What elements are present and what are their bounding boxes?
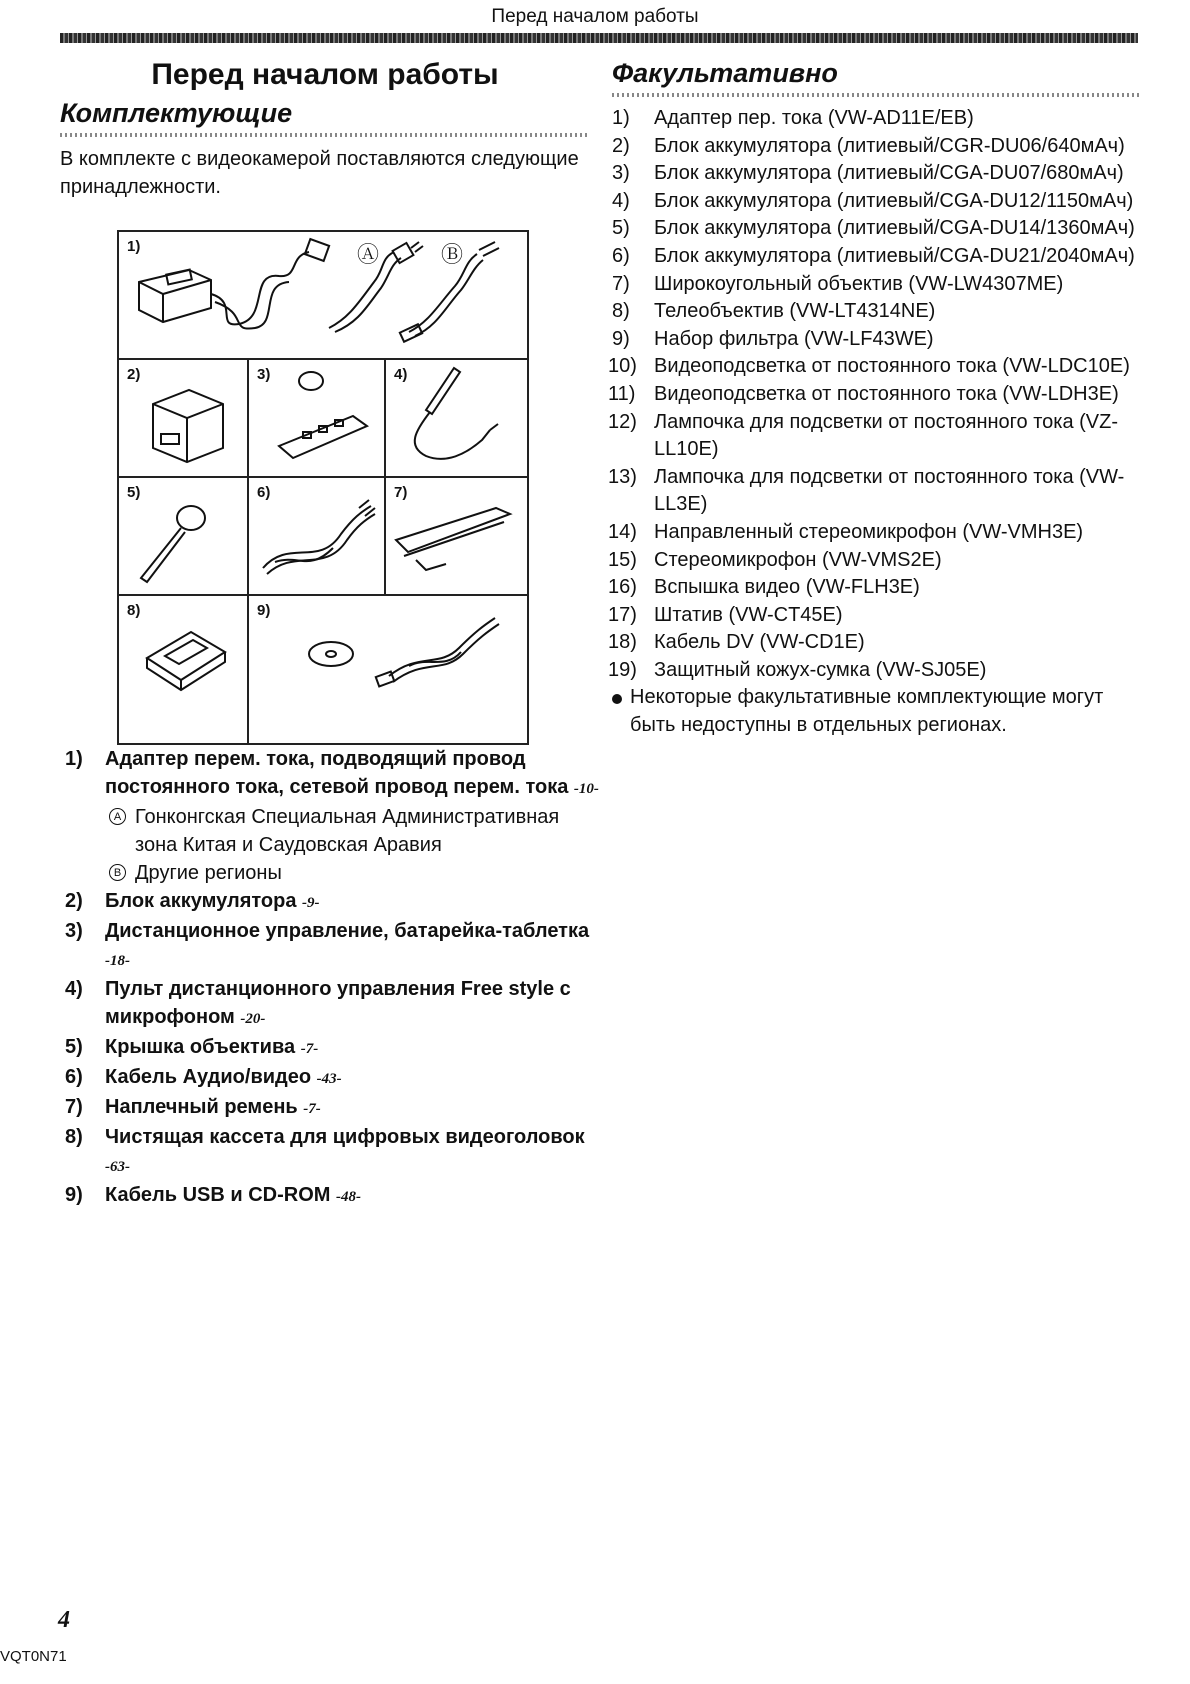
- header-bar: [60, 33, 1138, 43]
- page-ref: -7-: [303, 1101, 321, 1117]
- cell-label: 4): [394, 366, 408, 383]
- list-item: 7) Наплечный ремень -7-: [65, 1096, 321, 1118]
- cell-label: 7): [394, 484, 408, 501]
- cell-label: 3): [257, 366, 271, 383]
- cell-label: 6): [257, 484, 271, 501]
- section-title-accessories: Комплектующие: [60, 98, 293, 128]
- av-cable-illustration: [249, 478, 384, 594]
- figure-cell-4: [386, 360, 527, 478]
- section-divider: [612, 93, 1142, 97]
- page-ref: -10-: [573, 781, 599, 797]
- page-ref: -7-: [300, 1041, 319, 1057]
- figure-cell-7: [386, 478, 527, 596]
- list-item: 10) Видеоподсветка от постоянного тока (VW-LDC10E): [608, 355, 1130, 378]
- list-item: 5) Блок аккумулятора (литиевый/CGA-DU14/1360мАч): [612, 217, 1135, 240]
- page-number: 4: [58, 1607, 70, 1633]
- left-column: [60, 55, 590, 201]
- list-item: 14) Направленный стереомикрофон (VW-VMH3E): [608, 520, 1084, 543]
- page-ref: -9-: [302, 895, 320, 911]
- page-title: Перед началом работы: [151, 58, 499, 91]
- battery-pack-illustration: [119, 360, 247, 476]
- cell-label: 1): [127, 238, 141, 255]
- list-item: 18) Кабель DV (VW-CD1E): [608, 631, 865, 654]
- figure-cell-9: [249, 596, 527, 743]
- list-item: 4) Пульт дистанционного управления Free style с микрофоном -20-: [65, 978, 571, 1028]
- list-item: 9) Набор фильтра (VW-LF43WE): [612, 327, 934, 350]
- sub-item-b: B Другие регионы: [60, 859, 600, 887]
- availability-note: Некоторые факультативные комплектующие могут быть недоступны в отдельных регионах.: [612, 684, 1142, 739]
- list-item: 9) Кабель USB и CD-ROM -48-: [65, 1184, 362, 1206]
- shoulder-strap-illustration: [386, 478, 527, 594]
- list-item: 5) Крышка объектива -7-: [65, 1036, 319, 1058]
- section-divider: [60, 133, 590, 137]
- intro-text: В комплекте с видеокамерой поставляются следующие принадлежности.: [60, 148, 579, 198]
- circled-letter-a: A: [109, 808, 126, 825]
- list-item: 16) Вспышка видео (VW-FLH3E): [608, 576, 920, 599]
- right-column: [608, 55, 1142, 740]
- document-code: VQT0N71: [0, 1648, 67, 1665]
- page-ref: -43-: [316, 1071, 342, 1087]
- marker-b: Ⓑ: [441, 242, 464, 267]
- section-title-optional: Факультативно: [612, 58, 838, 88]
- optional-list: [608, 105, 1142, 740]
- accessories-list: [60, 745, 600, 1211]
- figure-cell-6: [249, 478, 386, 596]
- circled-letter-b: B: [109, 864, 126, 881]
- list-item: 6) Кабель Аудио/видео -43-: [65, 1066, 342, 1088]
- list-item: 13) Лампочка для подсветки от постоянного тока (VW-LL3E): [608, 465, 1125, 516]
- list-item: 12) Лампочка для подсветки от постоянного тока (VZ-LL10E): [608, 410, 1119, 461]
- cell-label: 9): [257, 602, 271, 619]
- page-ref: -48-: [336, 1189, 362, 1205]
- figure-cell-2: [119, 360, 249, 478]
- figure-cell-8: [119, 596, 249, 743]
- figure-cell-1: [119, 232, 527, 360]
- marker-a: Ⓐ: [357, 242, 380, 267]
- list-item: 4) Блок аккумулятора (литиевый/CGA-DU12/1150мАч): [612, 189, 1134, 212]
- figure-cell-5: [119, 478, 249, 596]
- remote-control-illustration: [249, 360, 384, 476]
- lens-cap-illustration: [119, 478, 247, 594]
- list-item: 17) Штатив (VW-CT45E): [608, 603, 843, 626]
- running-head: Перед началом работы: [491, 6, 699, 27]
- list-item: 15) Стереомикрофон (VW-VMS2E): [608, 548, 942, 571]
- list-item: 1) Адаптер перем. тока, подводящий провод постоянного тока, сетевой провод перем. тока -10-: [65, 748, 599, 798]
- list-item: 1) Адаптер пер. тока (VW-AD11E/EB): [612, 107, 974, 129]
- list-item: 6) Блок аккумулятора (литиевый/CGA-DU21/2040мАч): [612, 244, 1135, 267]
- list-item: 3) Блок аккумулятора (литиевый/CGA-DU07/680мАч): [612, 162, 1124, 185]
- list-item: 8) Телеобъектив (VW-LT4314NE): [612, 300, 936, 323]
- figure-cell-3: [249, 360, 386, 478]
- page-ref: -20-: [240, 1011, 266, 1027]
- list-item: 11) Видеоподсветка от постоянного тока (VW-LDH3E): [608, 382, 1119, 405]
- sub-item-a: A Гонконгская Специальная Административная зона Китая и Саудовская Аравия: [60, 803, 600, 859]
- list-item: 8) Чистящая кассета для цифровых видеоголовок -63-: [65, 1126, 585, 1175]
- page-ref: -63-: [105, 1159, 130, 1175]
- cleaning-cassette-illustration: [119, 596, 247, 741]
- cell-label: 5): [127, 484, 141, 501]
- list-item: 19) Защитный кожух-сумка (VW-SJ05E): [608, 658, 987, 681]
- cell-label: 8): [127, 602, 141, 619]
- list-item: 7) Широкоугольный объектив (VW-LW4307ME): [612, 272, 1064, 295]
- ac-adapter-cables-illustration: [119, 232, 527, 358]
- list-item: 2) Блок аккумулятора (литиевый/CGR-DU06/640мАч): [612, 134, 1125, 157]
- page-ref: -18-: [105, 953, 130, 969]
- list-item: 2) Блок аккумулятора -9-: [65, 890, 320, 912]
- list-item: 3) Дистанционное управление, батарейка-таблетка -18-: [65, 920, 590, 969]
- cell-label: 2): [127, 366, 141, 383]
- accessories-figure: [117, 230, 529, 745]
- usb-cable-cdrom-illustration: [249, 596, 527, 741]
- microphone-remote-illustration: [386, 360, 527, 476]
